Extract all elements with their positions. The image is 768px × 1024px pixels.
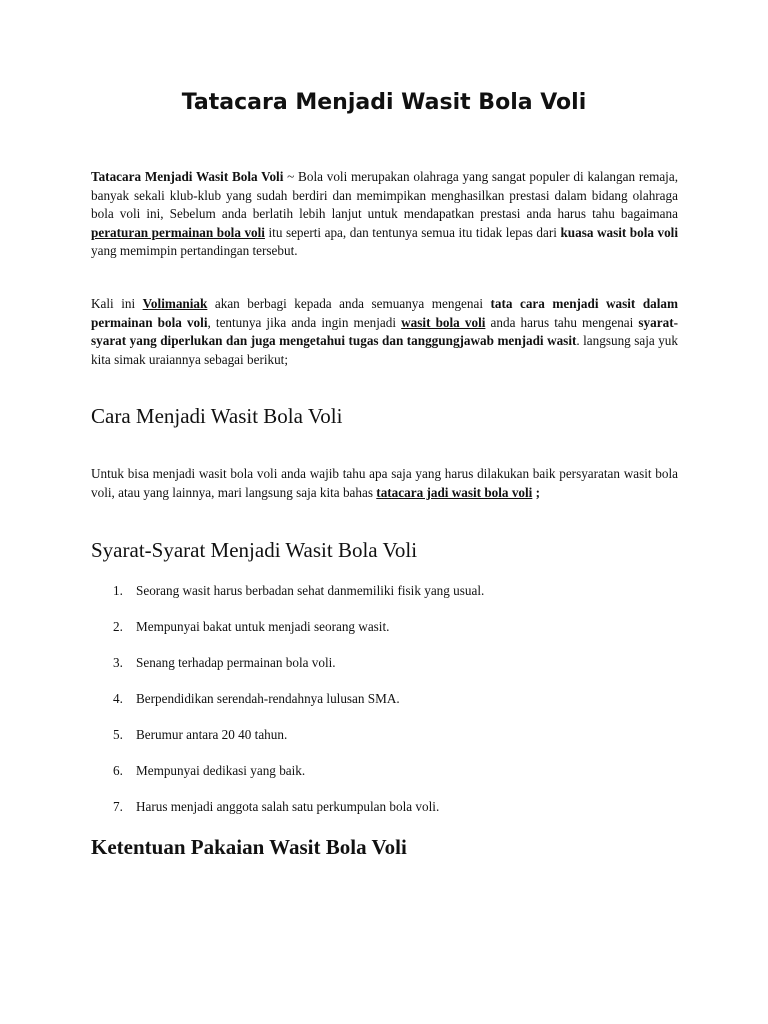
- link-wasit-bola-voli[interactable]: wasit bola voli: [401, 314, 486, 330]
- document-title: Tatacara Menjadi Wasit Bola Voli: [181, 90, 587, 115]
- list-item-number: 7.: [113, 799, 123, 814]
- heading-cara-menjadi: Cara Menjadi Wasit Bola Voli: [91, 404, 343, 428]
- list-item-number: 5.: [113, 727, 123, 742]
- list-item: [91, 618, 678, 654]
- intro-bold-kuasa: kuasa wasit bola voli: [560, 224, 679, 240]
- intro-paragraph: [91, 168, 678, 261]
- para3-bold-1: ;: [532, 484, 541, 500]
- list-item-text: Berumur antara 20 40 tahun.: [136, 727, 288, 742]
- list-item: [91, 798, 678, 834]
- list-item: [91, 654, 678, 690]
- intro-text-1: ~ Bola voli merupakan olahraga yang sangat populer di kalangan remaja, banyak sekali klub-klub yang sudah berdiri dan memimpikan menghasilkan prestasi dalam bidang olahraga bola voli ini, Sebelum anda berlatih lebih lanjut untuk mendapatkan prestasi anda harus tahu bagaimana: [91, 169, 678, 222]
- list-item: [91, 726, 678, 762]
- para2-text-1: Kali ini: [91, 296, 143, 311]
- list-item-text: Mempunyai dedikasi yang baik.: [136, 763, 306, 778]
- list-item: [91, 690, 678, 726]
- third-paragraph: [91, 465, 678, 502]
- para2-bold-1: tata cara menjadi wasit dalam permainan bola voli: [91, 296, 678, 330]
- link-volimaniak[interactable]: Volimaniak: [142, 296, 208, 311]
- para2-text-4: anda harus tahu mengenai: [485, 314, 639, 330]
- list-item-number: 2.: [113, 619, 123, 634]
- heading-syarat: Syarat-Syarat Menjadi Wasit Bola Voli: [91, 538, 418, 562]
- list-item-text: Harus menjadi anggota salah satu perkumpulan bola voli.: [136, 799, 440, 814]
- list-item-number: 3.: [113, 655, 123, 670]
- link-peraturan-permainan[interactable]: peraturan permainan bola voli: [91, 224, 265, 240]
- list-item-text: Berpendidikan serendah-rendahnya lulusan SMA.: [136, 691, 400, 706]
- list-item-number: 4.: [113, 691, 123, 706]
- second-paragraph: [91, 295, 678, 369]
- list-item: [91, 582, 678, 618]
- list-item-text: Senang terhadap permainan bola voli.: [136, 655, 336, 670]
- intro-lead: Tatacara Menjadi Wasit Bola Voli: [91, 169, 284, 184]
- list-item-text: Mempunyai bakat untuk menjadi seorang wasit.: [136, 619, 390, 634]
- list-item: [91, 762, 678, 798]
- list-item-text: Seorang wasit harus berbadan sehat danmemiliki fisik yang usual.: [136, 583, 485, 598]
- heading-ketentuan-pakaian: Ketentuan Pakaian Wasit Bola Voli: [91, 835, 407, 859]
- para2-text-2: akan berbagi kepada anda semuanya mengenai: [207, 296, 491, 311]
- link-tatacara-jadi-wasit[interactable]: tatacara jadi wasit bola voli: [376, 484, 533, 500]
- intro-text-3: yang memimpin pertandingan tersebut.: [91, 243, 298, 259]
- para3-text-1: Untuk bisa menjadi wasit bola voli anda wajib tahu apa saja yang harus dilakukan baik persyaratan wasit bola voli, atau yang lainnya, mari langsung saja kita bahas: [91, 466, 678, 500]
- requirements-list: [91, 582, 678, 834]
- para2-text-3: , tentunya jika anda ingin menjadi: [207, 314, 402, 330]
- para2-text-5: . langsung saja yuk kita simak uraiannya sebagai berikut;: [91, 333, 678, 367]
- intro-text-2: itu seperti apa, dan tentunya semua itu tidak lepas dari: [264, 224, 561, 240]
- list-item-number: 1.: [113, 583, 123, 598]
- para2-bold-2: syarat-syarat yang diperlukan dan juga mengetahui tugas dan tanggungjawab menjadi wasit: [91, 314, 678, 349]
- list-item-number: 6.: [113, 763, 123, 778]
